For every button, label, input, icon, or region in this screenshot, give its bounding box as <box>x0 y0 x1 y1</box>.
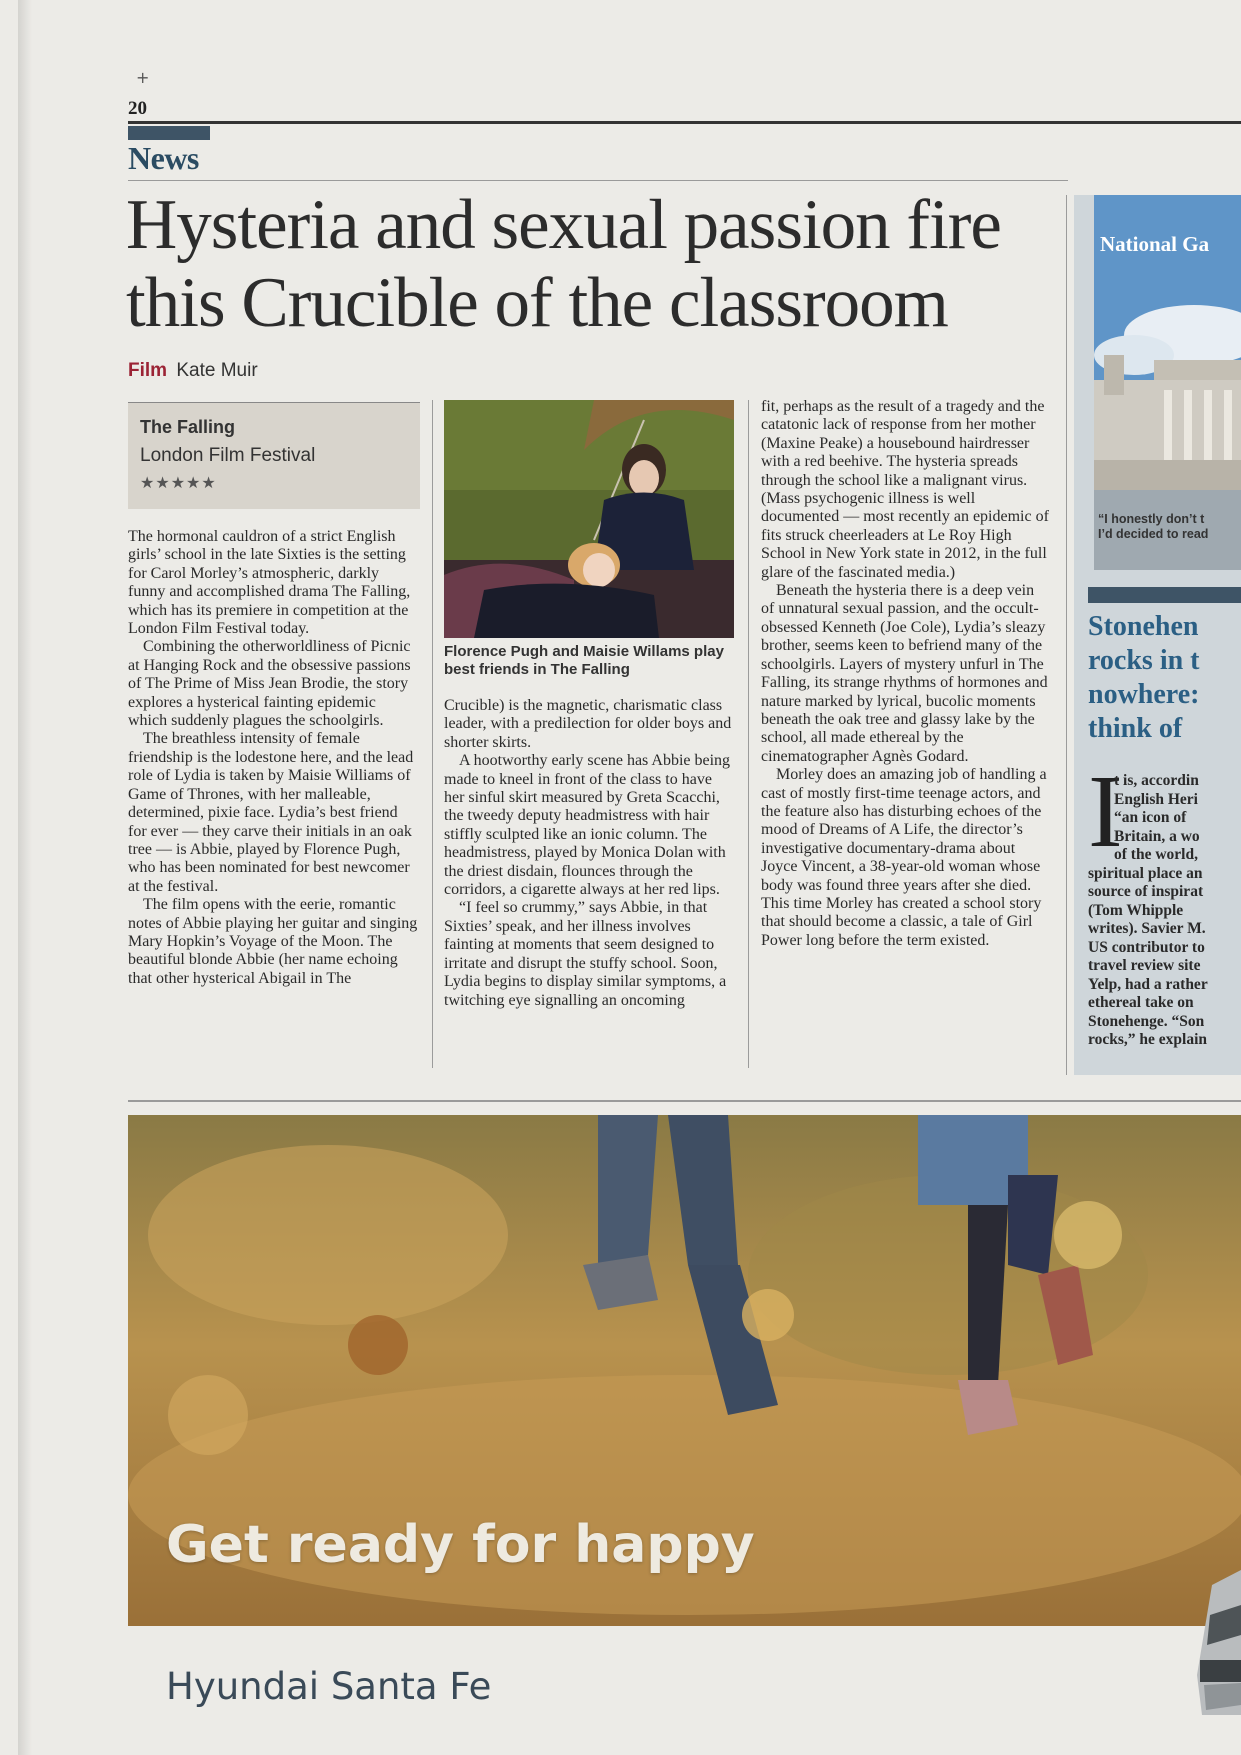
headline: Hysteria and sexual passion fire this Crucible of the classroom <box>126 186 1001 342</box>
byline-author: Kate Muir <box>176 360 258 381</box>
article-column-1 <box>128 528 418 988</box>
review-film-title: The Falling <box>140 417 236 437</box>
sidebar-quote <box>1098 512 1241 542</box>
page-number: 20 <box>128 98 147 119</box>
col3-paragraph: Morley does an amazing job of handling a cast of mostly first-time teenage actors, and the feature also has disturbing echoes of the mood of Dreams of A Life, the director’s investigative documentary-drama about Joyce Vincent, a 38-year-old woman whose body was found three years after she died. This time Morley has created a school story that should become a classic, a tale of Girl Power long before the term existed. <box>761 766 1047 949</box>
film-still-photo <box>444 400 734 638</box>
review-venue: London Film Festival <box>140 445 316 466</box>
byline-kicker: Film <box>128 360 168 381</box>
byline <box>128 360 258 382</box>
top-rule <box>128 121 1241 124</box>
col1-paragraph: The film opens with the eerie, romantic notes of Abbie playing her guitar and singing Mary Hopkin’s Voyage of the Moon. The beautiful blonde Abbie (her name echoing that other hysterical Abigail in The <box>128 896 418 987</box>
sidebar-quote-line: I’d decided to read <box>1098 527 1209 541</box>
film-still-illustration <box>444 400 734 638</box>
page-fold-shadow <box>18 0 32 1755</box>
column-rule <box>748 400 749 1068</box>
sidebar-tab-bar <box>1088 587 1241 603</box>
sidebar-text-line: Yelp, had a rather <box>1088 975 1208 993</box>
sidebar-text-line: US contributor to <box>1088 938 1205 956</box>
advert-tagline: Get ready for happy <box>166 1515 755 1575</box>
col2-paragraph: “I feel so crummy,” says Abbie, in that Sixties’ speak, and her illness involves fainting at moments that seem designed to irritate and disrupt the stuffy school. Soon, Lydia begins to display similar symptoms, a twitching eye signalling an oncoming <box>444 899 727 1009</box>
sidebar-text-line: (Tom Whipple <box>1088 901 1184 919</box>
star-rating: ★★★★★ <box>140 473 217 492</box>
sidebar-text-line: spiritual place an <box>1088 864 1203 882</box>
column-rule <box>1066 195 1067 1075</box>
sidebar-dropcap: I <box>1088 754 1123 869</box>
sidebar-image-heading: National Ga <box>1100 232 1210 256</box>
col2-paragraph: Crucible) is the magnetic, charismatic class leader, with a predilection for older boys and shorter skirts. <box>444 697 732 751</box>
sidebar-text-line: Britain, a wo <box>1114 827 1200 845</box>
sidebar-headline <box>1088 610 1241 746</box>
col3-paragraph: fit, perhaps as the result of a tragedy and the catatonic lack of response from her mother (Maxine Peake) a housebound hairdresser with a red beehive. The hysteria spreads through the school like a malignant virus. (Mass psychogenic illness is well documented — most recently an epidemic of fits struck cheerleaders at Le Roy High School in New York state in 2012, in the full glare of the fascinated media.) <box>761 398 1049 581</box>
sidebar-text-line: English Heri <box>1114 790 1198 808</box>
sidebar-text-line: rocks,” he explain <box>1088 1031 1207 1048</box>
section-tab-bar <box>128 126 210 140</box>
sidebar-headline-line: Stonehen <box>1088 611 1199 642</box>
col1-paragraph: The breathless intensity of female friendship is the lodestone here, and the lead role of Lydia is taken by Maisie Williams of Game of Thrones, with her malleable, determined, pixie face. Lydia’s best friend for ever — they carve their initials in an oak tree — is Abbie, played by Florence Pugh, who has been nominated for best newcomer at the festival. <box>128 730 414 895</box>
sidebar-quote-line: “I honestly don’t t <box>1098 512 1205 526</box>
section-rule <box>128 180 1068 181</box>
sidebar-text-line: ethereal take on <box>1088 994 1194 1011</box>
column-rule <box>432 400 433 1068</box>
col2-paragraph: A hootworthy early scene has Abbie being made to kneel in front of the class to have her sinful skirt measured by Greta Scacchi, the tweedy deputy headmistress with hair stiffly sculpted like an ionic column. The headmistress, played by Monica Dolan with the driest disdain, flounces through the corridors, a cigarette always at her red lips. <box>444 752 731 899</box>
car-image <box>1192 1565 1241 1715</box>
sidebar-text-line: travel review site <box>1088 957 1201 974</box>
car-front-illustration <box>1192 1565 1241 1715</box>
article-column-3 <box>761 398 1051 950</box>
sidebar-text-line: of the world, <box>1114 846 1198 863</box>
col3-paragraph: Beneath the hysteria there is a deep vein of unnatural sexual passion, and the occult-obsessed Kenneth (Joe Cole), Lydia’s sleazy brother, seems keen to befriend many of the schoolgirls. Layers of mystery unfurl in The Falling, its strange rhythms of hormones and nature marked by lyrical, bucolic moments beneath the oak tree and glassy lake by the school, all made ethereal by the cinematographer Agnès Godard. <box>761 582 1048 765</box>
review-info-box <box>128 402 420 509</box>
sidebar-headline-line: nowhere: <box>1088 679 1200 710</box>
col1-paragraph: The hormonal cauldron of a strict English girls’ school in the late Sixties is the setting for Carol Morley’s atmospheric, darkly funny and accomplished drama The Falling, which has its premiere in competition at the London Film Festival today. <box>128 528 411 638</box>
sidebar-text-line: source of inspirat <box>1088 883 1204 900</box>
sidebar-headline-line: think of <box>1088 713 1183 744</box>
registration-mark: + <box>136 68 150 87</box>
sidebar-text <box>1088 772 1241 1050</box>
col1-paragraph: Combining the otherworldliness of Picnic at Hanging Rock and the obsessive passions of The Prime of Miss Jean Brodie, the story explores a hysterical fainting epidemic which suddenly plagues the schoolgirls. <box>128 638 411 730</box>
sidebar-text-line: writes). Savier M. <box>1088 920 1206 937</box>
sidebar-headline-line: rocks in t <box>1088 645 1200 676</box>
photo-caption: Florence Pugh and Maisie Willams play best friends in The Falling <box>444 643 724 678</box>
sidebar-text-line: t is, accordin <box>1114 772 1199 789</box>
sidebar-text-line: “an icon of <box>1114 809 1187 826</box>
sidebar-text-line: Stonehenge. “Son <box>1088 1012 1205 1030</box>
advert-brand: Hyundai Santa Fe <box>166 1665 492 1708</box>
advert-rule <box>128 1100 1241 1102</box>
article-column-2 <box>444 697 734 1010</box>
section-label: News <box>128 140 199 176</box>
